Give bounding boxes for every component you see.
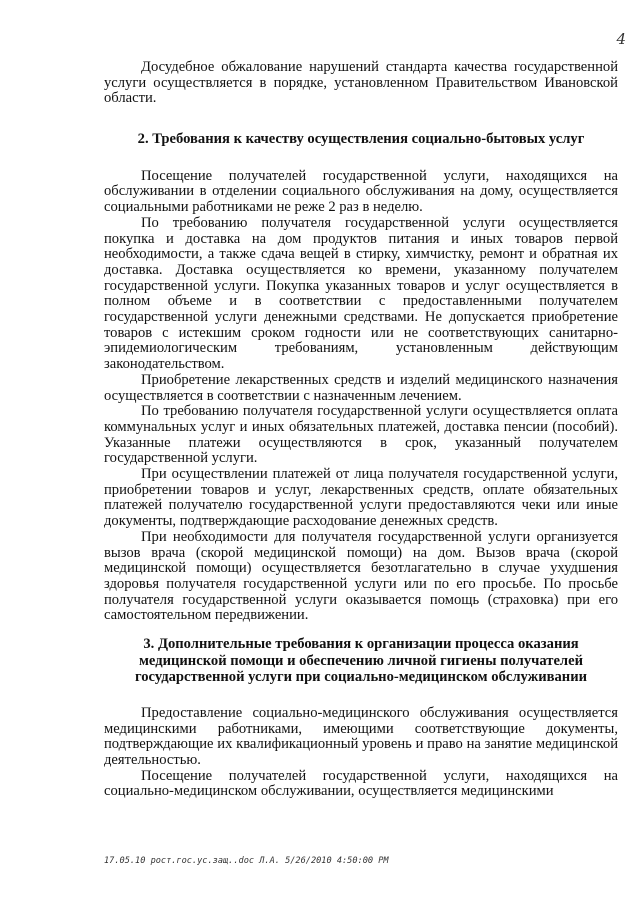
section-2-paragraph-2: По требованию получателя государственной услуги осуществляется покупка и доставка на дом продуктов питания и иных товаров первой необходимости, а также сдача вещей в стирку, химчистку, ремонт и обратная их доставка. Доставка осуществляется ко времени, указанному получателем государственной услуги. Покупка указанных товаров и услуг осуществляется в полном объеме и в соответствии с предоставленными получателем государственной услуги денежными средствами. Не допускается приобретение товаров с истекшим сроком годности или не соответствующих санитарно-эпидемиологическим требованиям, установленным действующим законодательством. bbox=[104, 214, 618, 373]
section-2-paragraph-4: По требованию получателя государственной услуги осуществляется оплата коммунальных услуг и иных обязательных платежей, доставка пенсии (пособий). Указанные платежи осуществляются в срок, указанный получателем государственной услуги. bbox=[104, 403, 618, 467]
section-3-heading-line-3: государственной услуги при социально-медицинском обслуживании bbox=[134, 669, 588, 686]
section-3-paragraph-1: Предоставление социально-медицинского обслуживания осуществляется медицинскими работниками, имеющими соответствующие документы, подтверждающие их квалификационный уровень и право на занятие медицинской деятельностью. bbox=[104, 704, 618, 768]
section-3-paragraph-2: Посещение получателей государственной услуги, находящихся на социально-медицинском обслуживании, осуществляется медицинскими bbox=[104, 767, 618, 800]
paragraph-intro: Досудебное обжалование нарушений стандарта качества государственной услуги осуществляется в порядке, установленном Правительством Ивановской области. bbox=[104, 59, 618, 107]
footer-file-info: 17.05.10 рост.гос.ус.защ..doc Л.А. 5/26/2010 4:50:00 PM bbox=[104, 856, 389, 866]
section-2-paragraph-5: При осуществлении платежей от лица получателя государственной услуги, приобретении товаров и услуг, лекарственных средств, оплате обязательных платежей получателю государственной услуги предоставляются чеки или иные документы, подтверждающие расходование денежных средств. bbox=[104, 466, 618, 530]
section-2-heading: 2. Требования к качеству осуществления социально-бытовых услуг bbox=[137, 131, 585, 148]
document-body bbox=[104, 60, 618, 800]
section-3-heading-line-1: 3. Дополнительные требования к организации процесса оказания bbox=[143, 636, 579, 653]
section-3-heading-line-2: медицинской помощи и обеспечению личной гигиены получателей bbox=[138, 652, 584, 669]
section-2-paragraph-6: При необходимости для получателя государственной услуги организуется вызов врача (скорой медицинской помощи) на дом. Вызов врача (скорой медицинской помощи) осуществляется безотлагательно в случае ухудшения здоровья получателя государственной услуги или по его просьбе. По просьбе получателя государственной услуги оказывается помощь (страховка) при его самостоятельном передвижении. bbox=[104, 528, 618, 624]
section-2-paragraph-3: Приобретение лекарственных средств и изделий медицинского назначения осуществляется в соответствии с назначенным лечением. bbox=[104, 371, 618, 404]
section-2-paragraph-1: Посещение получателей государственной услуги, находящихся на обслуживании в отделении социального обслуживания на дому, осуществляется социальными работниками не реже 2 раз в неделю. bbox=[104, 167, 618, 216]
page-number: 4 bbox=[616, 30, 626, 48]
